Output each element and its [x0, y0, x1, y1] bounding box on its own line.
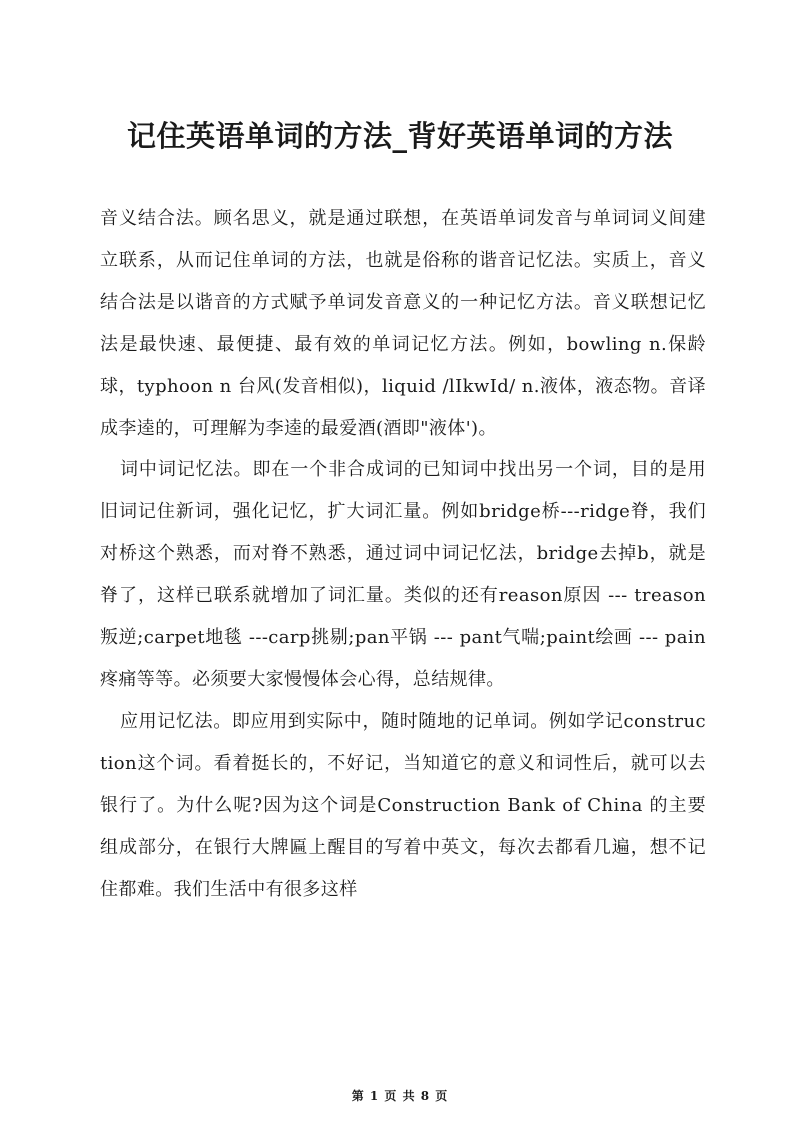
- paragraph-cizhongci: 词中词记忆法。即在一个非合成词的已知词中找出另一个词，目的是用旧词记住新词，强化记忆，扩大词汇量。例如bridge桥---ridge脊，我们对桥这个熟悉，而对脊不熟悉，通过词中词记忆法，bridge去掉b，就是脊了，这样已联系就增加了词汇量。类似的还有reason原因 --- treason叛逆;carpet地毯 ---carp挑剔;pan平锅 --- pant气喘;paint绘画 --- pain疼痛等等。必须要大家慢慢体会心得，总结规律。: [100, 459, 706, 690]
- paragraph-yingyong: 应用记忆法。即应用到实际中，随时随地的记单词。例如学记construction这个词。看着挺长的，不好记，当知道它的意义和词性后，就可以去银行了。为什么呢?因为这个词是Construction Bank of China 的主要组成部分，在银行大牌匾上醒目的写着中英文，每次去都看几遍，想不记住都难。我们生活中有很多这样: [100, 710, 706, 900]
- document-body: [100, 198, 706, 910]
- paragraph-yinyi: 音义结合法。顾名思义，就是通过联想，在英语单词发音与单词词义间建立联系，从而记住单词的方法，也就是俗称的谐音记忆法。实质上，音义结合法是以谐音的方式赋予单词发音意义的一种记忆方法。音义联想记忆法是最快速、最便捷、最有效的单词记忆方法。例如，bowling n.保龄球，typhoon n 台风(发音相似)，liquid /lIkwId/ n.液体，液态物。音译成李逵的，可理解为李逵的最爱酒(酒即"液体')。: [100, 208, 706, 439]
- page-footer: 第 1 页 共 8 页: [351, 1089, 449, 1103]
- document-title: 记住英语单词的方法_背好英语单词的方法: [126, 119, 673, 153]
